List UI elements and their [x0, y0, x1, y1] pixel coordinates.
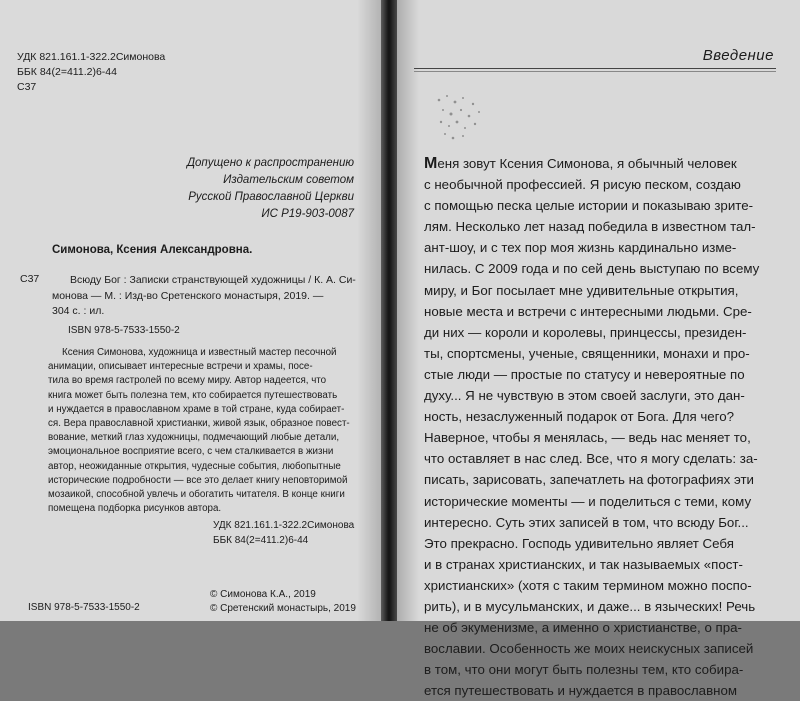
author-mark: С37: [17, 81, 37, 93]
udk-code: УДК 821.161.1-322.2Симонова: [17, 51, 166, 63]
page-shadow: [357, 0, 381, 621]
body-line: ант-шоу, и с тех пор моя жизнь кардинально изме-: [424, 240, 737, 256]
annotation-line: вование, меткий глаз художницы, подмечающий любые детали,: [48, 432, 340, 444]
left-page: [0, 0, 381, 621]
approval-line: Русской Православной Церкви: [188, 191, 354, 203]
approval-code: ИС Р19-903-0087: [261, 208, 354, 220]
bibliographic-description: [52, 273, 356, 320]
introduction-text: [424, 153, 759, 701]
annotation-line: ся. Вера православной христианки, живой язык, образное повест-: [48, 418, 350, 430]
biblio-line: Всюду Бог : Записки странствующей художницы / К. А. Си-: [70, 274, 356, 286]
body-line: нилась. С 2009 года и по сей день выступаю по всему: [424, 261, 760, 277]
author-name: Симонова, Ксения Александровна.: [52, 244, 253, 256]
bbk-code: ББК 84(2=411.2)6-44: [213, 535, 309, 546]
annotation-line: тила во время гастролей по всему миру. Автор надеется, что: [48, 375, 327, 387]
approval-line: Допущено к распространению: [186, 157, 354, 169]
copyright-block: [210, 588, 356, 616]
annotation-line: книга может быть полезна тем, кто собирается путешествовать: [48, 389, 338, 401]
body-line: интересно. Суть этих записей в том, что всюду Бог...: [424, 514, 749, 530]
right-page: [397, 0, 800, 699]
annotation-line: анимации, описывает интересные встречи и храмы, посе-: [48, 361, 313, 373]
body-line: ты, спортсмены, ученые, священники, монахи и про-: [424, 345, 750, 361]
body-line: вославии. Особенность же моих неискусных записей: [424, 641, 754, 657]
body-line: в том, что они могут быть полезны тем, кто собира-: [424, 662, 744, 678]
body-line: ность, незаслуженный подарок от Бога. Для чего?: [424, 409, 735, 425]
body-line: ется путешествовать и нуждается в православном: [424, 683, 738, 699]
body-line: стые люди — простые по статусу и невероятные по: [424, 366, 745, 382]
chapter-title: Введение: [702, 47, 774, 64]
body-line: с помощью песка целые истории и показываю зрите-: [424, 198, 754, 214]
page-shadow: [397, 0, 419, 621]
sand-ornament-icon: [433, 92, 485, 142]
body-line: и в странах христианских, и так называемых «пост-: [424, 556, 743, 572]
isbn-line: ISBN 978-5-7533-1550-2: [68, 325, 180, 336]
bbk-code: ББК 84(2=411.2)6-44: [17, 66, 117, 78]
annotation-line: Ксения Симонова, художница и известный мастер песочной: [62, 347, 337, 358]
body-line: христианских» (хотя с таким термином можно поспо-: [424, 577, 752, 593]
annotation: [48, 346, 350, 516]
body-line: Наверное, чтобы я менялась, — ведь нас меняет то,: [424, 430, 751, 446]
body-line: лям. Несколько лет назад победила в известном тал-: [424, 219, 756, 235]
annotation-line: исторические подробности — все это делает книгу неповторимой: [48, 474, 348, 486]
annotation-line: и нуждается в православном храме в той стране, куда собирает-: [48, 403, 345, 415]
body-line: новые места и встречи с интересными людьми. Сре-: [424, 303, 752, 319]
udk-code: УДК 821.161.1-322.2Симонова: [213, 520, 355, 531]
body-line: Это прекрасно. Господь удивительно являет Себя: [424, 535, 734, 551]
isbn-bottom: ISBN 978-5-7533-1550-2: [28, 602, 140, 613]
annotation-line: мозаикой, способной увлечь и обогатить читателя. В конце книги: [48, 489, 345, 501]
body-line: что оставляет в нас след. Все, что я могу сделать: за-: [424, 451, 758, 467]
book-gutter: [381, 0, 397, 621]
annotation-line: эмоциональное восприятие всего, с чем сталкивается в жизни: [48, 446, 334, 458]
body-line: ди них — короли и королевы, принцессы, президен-: [424, 324, 747, 340]
body-line: духу... Я не чувствую в этом своей заслуги, это дан-: [424, 388, 745, 404]
header-rule: [414, 68, 776, 69]
body-line: исторические моменты — и поделиться с теми, кому: [424, 493, 752, 509]
biblio-line: 304 с. : ил.: [52, 305, 105, 317]
approval-block: [187, 155, 354, 223]
header-rule: [414, 71, 776, 72]
udk-block-bottom: [213, 518, 354, 548]
body-line: с необычной профессией. Я рисую песком, создаю: [424, 177, 741, 193]
biblio-line: монова — М. : Изд-во Сретенского монастыря, 2019. —: [52, 289, 324, 302]
body-line: не об экуменизме, а именно о христианстве, о пра-: [424, 620, 742, 636]
annotation-line: автор, неожиданные открытия, чудесные события, любопытные: [48, 460, 341, 472]
approval-line: Издательским советом: [223, 174, 354, 186]
body-line: [424, 153, 759, 174]
udk-block-top: [17, 50, 165, 95]
body-line-first: еня зовут Ксения Симонова, я обычный человек: [437, 156, 737, 171]
body-line: миру, и Бог посылает мне удивительные открытия,: [424, 282, 739, 298]
body-line: рить), и в мусульманских, и даже... в языческих! Речь: [424, 598, 756, 614]
author-mark-side: С37: [20, 273, 40, 285]
annotation-line: помещена подборка рисунков автора.: [48, 503, 222, 515]
drop-cap: М: [424, 155, 438, 172]
body-line: писать, зарисовать, запечатлеть на фотографиях эти: [424, 472, 754, 488]
copyright-line: © Симонова К.А., 2019: [210, 589, 316, 600]
copyright-line: © Сретенский монастырь, 2019: [210, 603, 356, 614]
